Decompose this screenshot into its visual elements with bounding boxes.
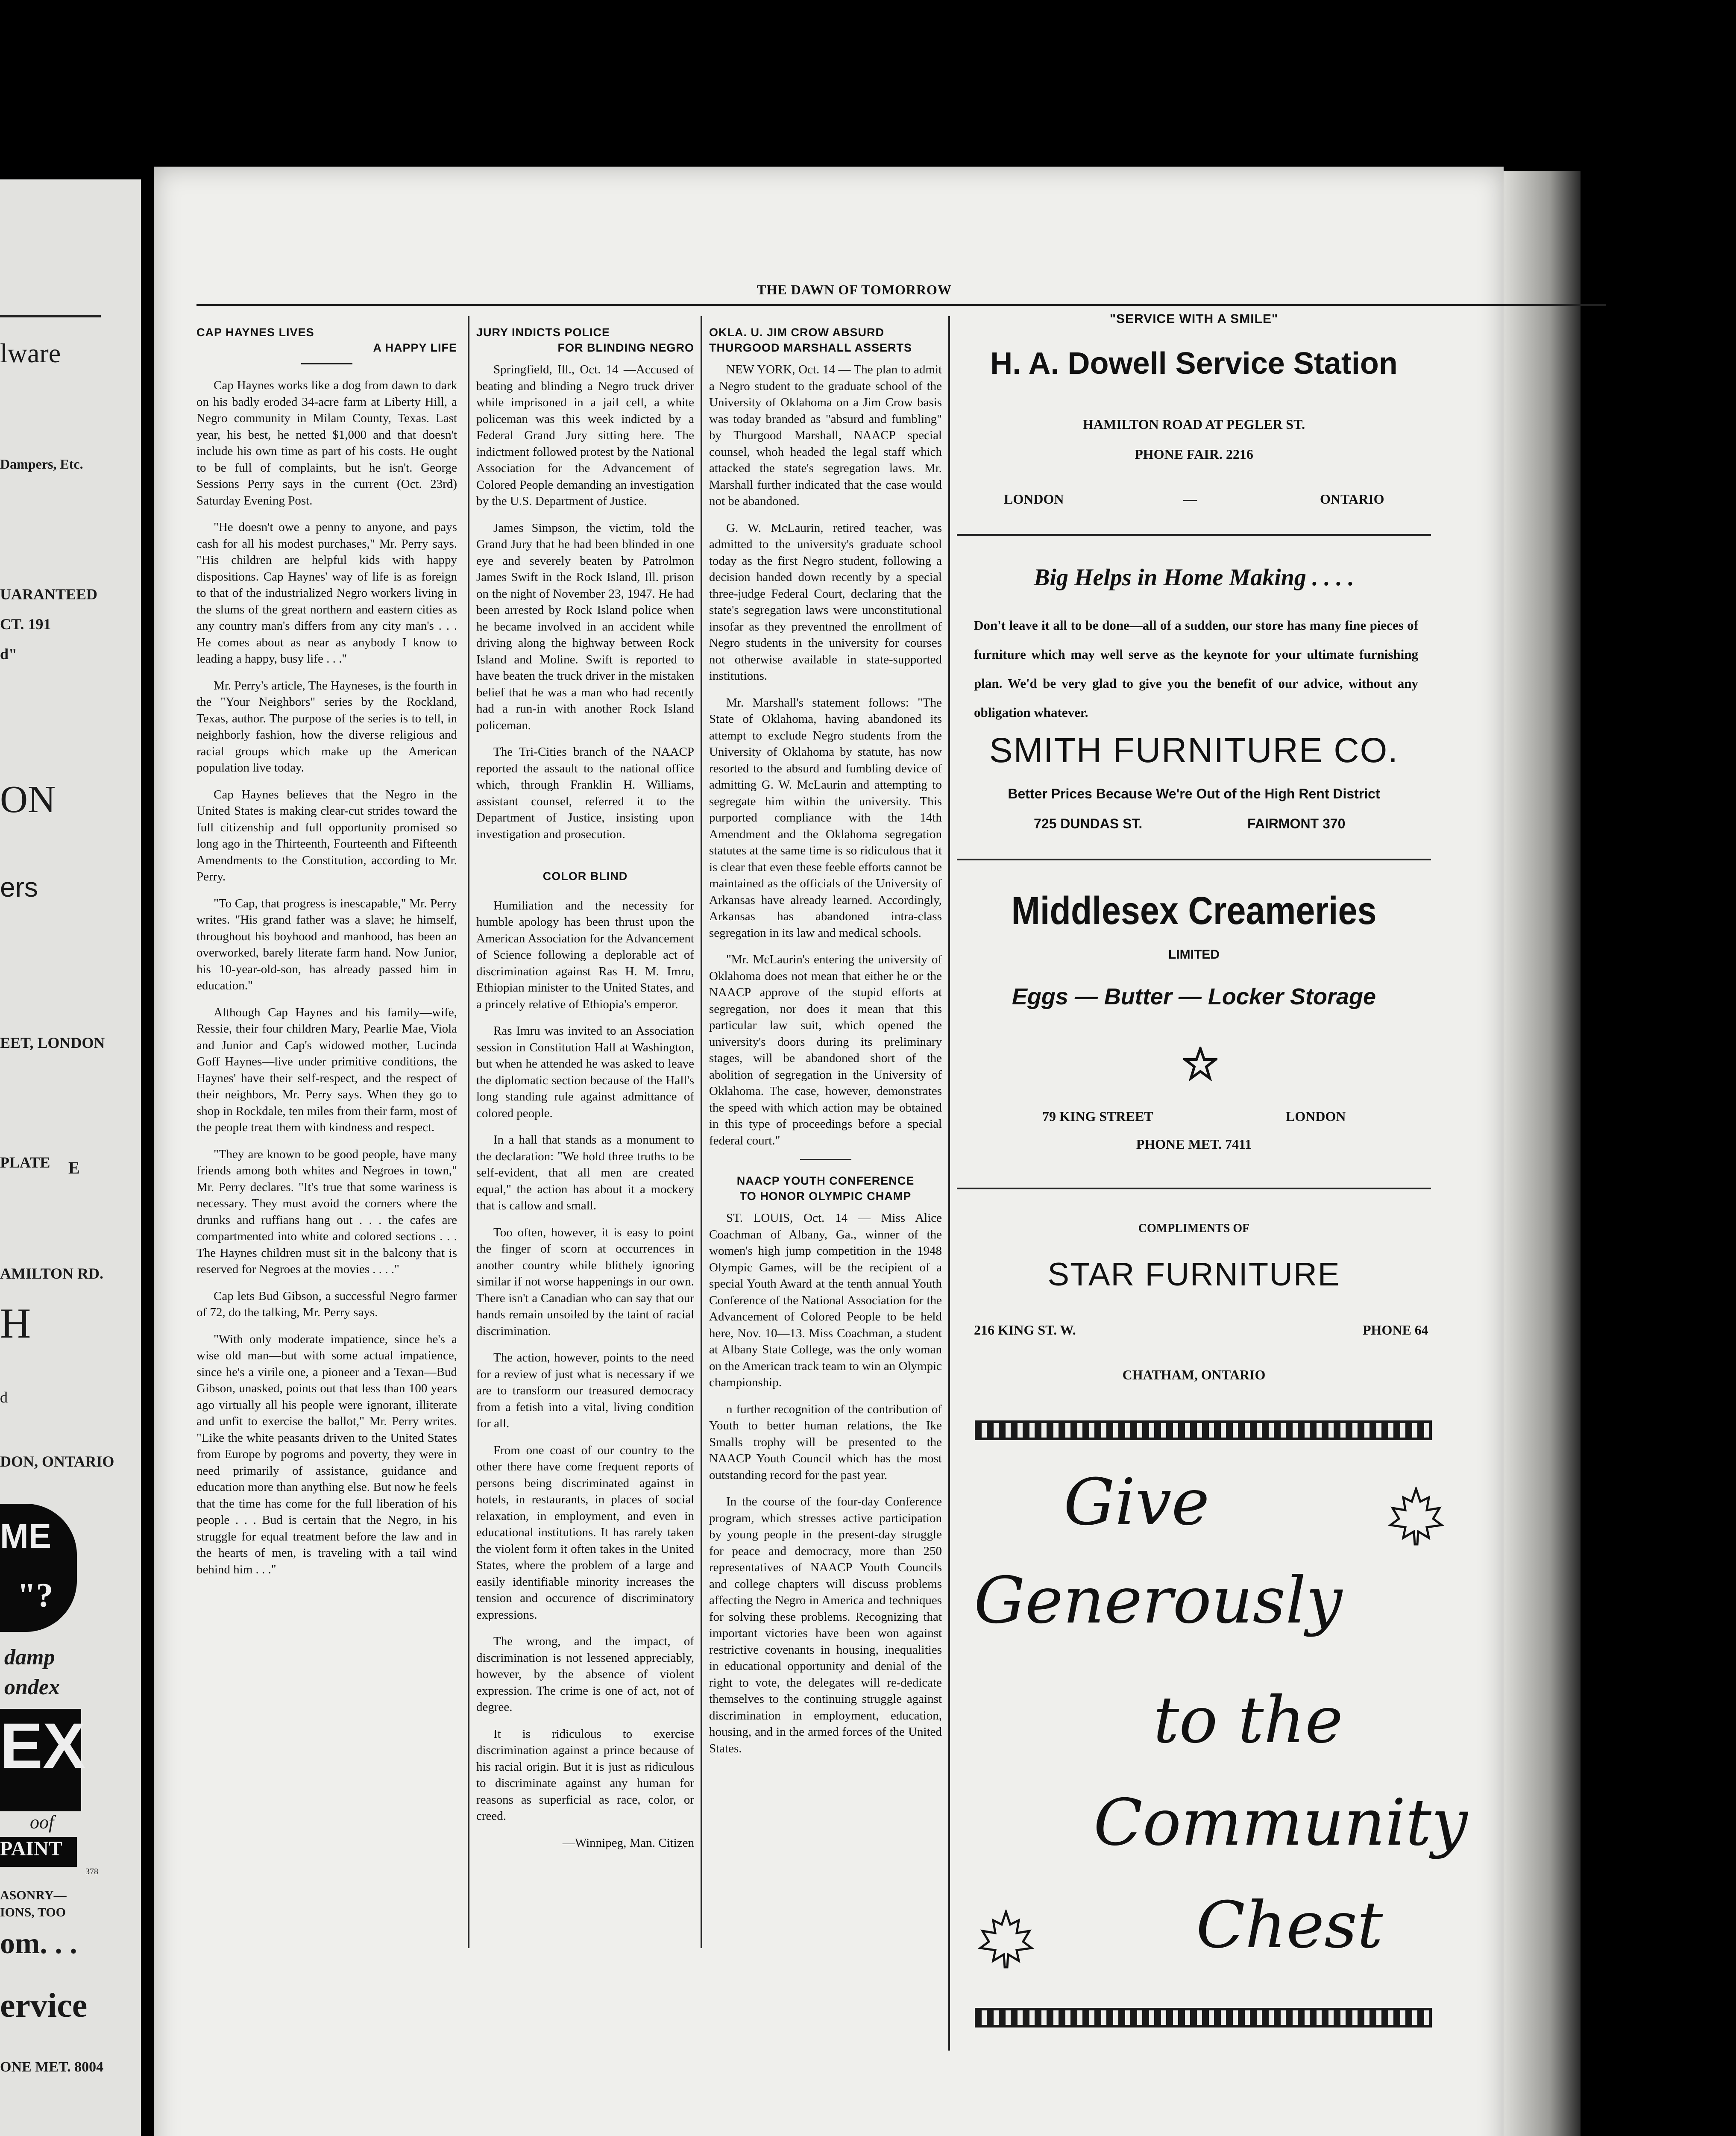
ad-chest-text: Community xyxy=(1094,1786,1468,1860)
text-fragment: "? xyxy=(17,1577,53,1614)
divider xyxy=(957,1188,1431,1189)
article-cap-haynes xyxy=(196,325,457,1588)
text-fragment: UARANTEED xyxy=(0,586,98,603)
masthead: THE DAWN OF TOMORROW xyxy=(757,282,952,297)
paragraph: Too often, however, it is easy to point the finger of scorn at occurrences in another country while blithely ignoring similar if not worse happenings in our own. There isn't a Canadian who can say that our hands remain unsoiled by the taint of racial discrimination. xyxy=(476,1225,694,1338)
paragraph: Ras Imru was invited to an Association session in Constitution Hall at Washington, but when he attended he was asked to leave the diplomatic section because of the Hall's long standing rule against admittance of colored people. xyxy=(476,1024,694,1120)
paragraph: NEW YORK, Oct. 14 — The plan to admit a Negro student to the graduate school of the University of Oklahoma on a Jim Crow basis was today branded as "absurd and fumbling" by Thurgood Marshall, NAACP special counsel, whoh headed the legal staff which attacked the state's segregation laws. Mr. Marshall further indicated that the case would not be abandoned. xyxy=(709,363,942,508)
headline-line: CAP HAYNES LIVES xyxy=(196,326,314,339)
paragraph: Mr. Perry's article, The Hayneses, is the fourth in the "Your Neighbors" series by the Rockland, Texas, author. The purpose of the series is to tell, in neighborly fashion, how the diverse religious and racial groups which make up the American population live today. xyxy=(196,678,457,775)
ad-body: Don't leave it all to be done—all of a sudden, our store has many fine pieces of furniture which may well serve as the keynote for your ultimate furnishing plan. We'd be very glad to give you the benefit of our advice, without any obligation whatever. xyxy=(974,618,1418,720)
divider xyxy=(800,1159,851,1160)
article-credit: —Winnipeg, Man. Citizen xyxy=(562,1836,694,1850)
paragraph: n further recognition of the contribution of Youth to better human relations, the Ike Smalls trophy will be presented to the NAACP Youth Council which has the most outstanding record for the past year. xyxy=(709,1402,942,1482)
paragraph: ST. LOUIS, Oct. 14 — Miss Alice Coachman of Albany, Ga., winner of the women's high jump competition in the 1948 Olympic Games, will be the recipient of a special Youth Award at the tenth annual Youth Conference of the National Association for the Advancement of Colored People to be held here, Nov. 10—13. Miss Coachman, a student at Albany State College, was the only woman on the American track team to win an Olympic championship. xyxy=(709,1211,942,1389)
paragraph: "With only moderate impatience, since he's a wise old man—but with some actual impatience, since he's a virile one, a pioneer and a Texan—Bud Gibson, unasked, points out that less than 100 years ago virtually all his people were ignorant, illiterate and unfit to exercise the ballot," Mr. Perry writes. "Like the white peasants driven to the United States from Europe by pogroms and poverty, they were in need primarily of assistance, guidance and education more than anything else. But now he feels that the time has come for the full liberation of his people . . . Bud is certain that the Negro, in his struggle for equal treatment before the law and in the hearts of men, is traveling with a tail wind behind him . . ." xyxy=(196,1332,457,1576)
text-fragment: PAINT xyxy=(0,1837,62,1860)
article-headline xyxy=(709,325,942,355)
ad-chest-text: Give xyxy=(1064,1465,1210,1540)
ad-business-name: H. A. Dowell Service Station xyxy=(990,346,1398,381)
text-fragment: oof xyxy=(30,1812,54,1833)
column-divider xyxy=(468,316,469,1948)
text-fragment: H xyxy=(0,1300,31,1347)
article-headline xyxy=(196,325,457,355)
ad-chest-text: Chest xyxy=(1196,1888,1383,1963)
article-headline xyxy=(709,1173,942,1204)
paragraph: "To Cap, that progress is inescapable," Mr. Perry writes. "His grand father was a slave; he himself, throughout his boyhood and manhood, has been an overworked, barely literate farm hand. Now Junior, his 10-year-old-son, has already passed him in education." xyxy=(196,896,457,992)
text-fragment: om. . . xyxy=(0,1927,77,1960)
paragraph: Cap lets Bud Gibson, a successful Negro farmer of 72, do the talking, Mr. Perry says. xyxy=(196,1289,457,1319)
star-icon xyxy=(1183,1047,1217,1081)
ad-tagline: Big Helps in Home Making . . . . xyxy=(1034,564,1354,591)
text-fragment: ers xyxy=(0,872,38,903)
text-fragment: CT. 191 xyxy=(0,616,51,633)
ad-compliments: COMPLIMENTS OF xyxy=(1138,1222,1250,1235)
ad-badge xyxy=(0,1837,77,1867)
ad-chest-text: Generously xyxy=(974,1564,1343,1638)
text-fragment: ondex xyxy=(4,1675,60,1699)
divider xyxy=(301,363,352,364)
ad-phone: FAIRMONT 370 xyxy=(1247,816,1346,831)
ad-business-name: STAR FURNITURE xyxy=(1047,1256,1340,1293)
paragraph: James Simpson, the victim, told the Grand Jury that he had been blinded in one eye and severely beaten by Patrolmon James Swift in the Rock Island, Ill. prison on the night of November 23, 1947. He had been arrested by Rock Island police when he became involved in an accident while driving along the highway between Rock Island and Moline. Swift is reported to have beaten the truck driver in the mistaken belief that he was a man who had recently had a run-in with another Rock Island policeman. xyxy=(476,521,694,732)
headline-line: NAACP YOUTH CONFERENCE xyxy=(736,1174,915,1187)
ad-subtitle: LIMITED xyxy=(1168,948,1220,962)
ad-address: 79 KING STREET xyxy=(1042,1109,1153,1124)
article-headline xyxy=(476,325,694,355)
masthead-rule xyxy=(196,304,1606,306)
text-fragment: E xyxy=(68,1158,80,1177)
ad-address: 216 KING ST. W. xyxy=(974,1322,1076,1338)
paragraph: Mr. Marshall's statement follows: "The State of Oklahoma, having abandoned its attempt to exclude Negro students from the University of Oklahoma by statute, has now resorted to the absurd and fumbling device of admitting G. W. McLaurin and attempting to segregate him within the university. This purported compliance with the 14th Amendment and the Oklahoma segregation statutes at the same time is so ridiculous that it is clear that even these feeble efforts cannot be maintained as the officials of the University of Arkansas have already learned. Accordingly, Arkansas has abandoned intra-class segregation in its law and medical schools. xyxy=(709,695,942,940)
text-fragment: Dampers, Etc. xyxy=(0,456,83,472)
paragraph: Springfield, Ill., Oct. 14 —Accused of beating and blinding a Negro truck driver while imprisoned in a jail cell, a white policeman was this week indicted by a Federal Grand Jury sitting here. The indictment followed protest by the National Association for the Advancement of Colored People demanding an investigation by the U.S. Department of Justice. xyxy=(476,363,694,508)
ad-dash: — xyxy=(1183,491,1197,507)
text-fragment: EET, LONDON xyxy=(0,1034,105,1051)
column-divider xyxy=(701,316,702,1948)
paragraph: Cap Haynes believes that the Negro in the United States is making clear-cut strides toward the full citizenship and full opportunity promised so long ago in the Thirteenth, Fourteenth and Fifteenth Amendments to the Constitution, according to Mr. Perry. xyxy=(196,787,457,883)
page-edge xyxy=(1504,171,1581,2136)
paragraph: G. W. McLaurin, retired teacher, was admitted to the university's graduate school today as the first Negro student, following a decision handed down recently by a special three-judge Federal Court, declaring that the state's segregation laws were unconstitutional insofar as they preventned the enrollment of Negro students in the university for courses not otherwise available in state-supported institutions. xyxy=(709,521,942,683)
headline-line: A HAPPY LIFE xyxy=(373,341,457,354)
previous-page-strip xyxy=(0,179,141,2136)
ad-phone: PHONE MET. 7411 xyxy=(1136,1136,1252,1152)
ad-city: CHATHAM, ONTARIO xyxy=(1122,1367,1266,1382)
article-headline: COLOR BLIND xyxy=(542,870,628,883)
divider xyxy=(957,859,1431,860)
text-fragment: PLATE xyxy=(0,1154,50,1171)
text-fragment: IONS, TOO xyxy=(0,1905,66,1919)
ad-slogan: "SERVICE WITH A SMILE" xyxy=(1109,312,1279,326)
text-fragment: ON xyxy=(0,778,56,821)
ad-address: 725 DUNDAS ST. xyxy=(1034,816,1143,831)
paragraph: "He doesn't owe a penny to anyone, and pays cash for all his modest purchases," Mr. Perry says. "His children are helpful kids with happy dispositions. Cap Haynes' way of life is as foreign to that of the industrialized Negro workers living in the slums of the great northern and eastern cities as any country man's differs from any city man's . . . He comes about as near as anybody I know to leading a happy, busy life . . ." xyxy=(196,520,457,666)
ad-province: ONTARIO xyxy=(1320,491,1384,507)
divider xyxy=(0,315,101,317)
ad-phone: PHONE FAIR. 2216 xyxy=(1135,446,1253,462)
text-fragment: d xyxy=(0,1389,8,1406)
paragraph: In a hall that stands as a monument to the declaration: "We hold three truths to be self-evident, that all men are created equal," the action has about it a mockery that is callow and small. xyxy=(476,1133,694,1212)
text-fragment: ASONRY— xyxy=(0,1888,67,1902)
maple-leaf-icon xyxy=(978,1910,1034,1969)
headline-line: FOR BLINDING NEGRO xyxy=(557,341,694,354)
ad-chest-text: to the xyxy=(1153,1683,1343,1758)
headline-line: OKLA. U. JIM CROW ABSURD xyxy=(709,326,884,339)
text-fragment: lware xyxy=(0,338,61,368)
article-jury-indicts xyxy=(476,325,694,1851)
paragraph: "They are known to be good people, have many friends among both whites and Negroes in town," Mr. Perry declares. "It's true that some wariness is necessary. They must avoid the corners where the drunks and ruffians hang out . . . the cafes are compartmented into white and colored sections . . . The Haynes children must sit in the balcony that is reserved for Negroes at the movies . . . ." xyxy=(196,1147,457,1276)
paragraph: Cap Haynes works like a dog from dawn to dark on his badly eroded 34-acre farm at Liberty Hill, a Negro community in Milam County, Texas. Last year, his best, he netted $1,000 and that doesn't include his own time as part of his costs. He ought to be full of complaints, but he isn't. George Sessions Perry says in the current (Oct. 23rd) Saturday Evening Post. xyxy=(196,378,457,508)
text-fragment: damp xyxy=(4,1645,55,1669)
paragraph: Humiliation and the necessity for humble apology has been thrust upon the American Association for the Advancement of Science following a deplorable act of discrimination against Ras H. M. Imru, Ethiopian minister to the United States, and a princely relative of Ethiopia's emperor. xyxy=(476,898,694,1011)
headline-line: THURGOOD MARSHALL ASSERTS xyxy=(709,341,912,354)
paragraph: It is ridiculous to exercise discrimination against a prince because of his racial origin. But it is just as ridiculous to discriminate against any human for reasons as superficial as race, color, or creed. xyxy=(476,1727,694,1823)
maple-leaf-icon xyxy=(1388,1487,1444,1546)
ad-badge xyxy=(0,1709,86,1811)
paragraph: "Mr. McLaurin's entering the university of Oklahoma does not mean that either he or the NAACP approve of the stupid efforts at segregation, nor does it mean that this particular law suit, which opened the university's doors during its preliminary stages, will be abandoned short of the abolition of segregation in the University of Oklahoma. The case, however, demonstrates the speed with which action may be obtained in this type of proceedings before a special federal court." xyxy=(709,953,942,1147)
column-divider xyxy=(948,316,950,2051)
text-fragment: d" xyxy=(0,645,18,663)
ornament-border xyxy=(975,1420,1432,1440)
ad-business-name: SMITH FURNITURE CO. xyxy=(989,731,1399,770)
ad-products: Eggs — Butter — Locker Storage xyxy=(1012,984,1376,1009)
divider xyxy=(957,534,1431,536)
text-fragment: ervice xyxy=(0,1987,88,2025)
article-okla-jim-crow xyxy=(709,325,942,1767)
paragraph: In the course of the four-day Conference program, which stresses active participation by young people in the present-day struggle for peace and democracy, more than 250 representatives of NAACP Youth Councils and college chapters will discuss problems affecting the Negro in America and techniques for solving these problems. Recognizing that important victories have been won against restrictive covenants in housing, inequalities in educational opportunity and denial of the right to vote, the delegates will re-dedicate themselves to the continuing struggle against discrimination in employment, education, housing, and in the armed forces of the United States. xyxy=(709,1495,942,1755)
paragraph: The action, however, points to the need for a review of just what is necessary if we are to transform our treasured democracy from a fetish into a vital, living condition for all. xyxy=(476,1351,694,1430)
paragraph: The wrong, and the impact, of discrimination is not lessened appreciably, however, by the absence of violent expression. The crime is one of act, not of degree. xyxy=(476,1634,694,1714)
ad-business-name: Middlesex Creameries xyxy=(1011,889,1377,933)
paragraph: From one coast of our country to the other there have come frequent reports of persons being discriminated against in hotels, in restaurants, in places of social relaxation, in employment, and even in educational institutions. It has rarely taken the violent form it often takes in the United States, where the problem of a large and easily identifiable minority increases the tension and occurence of discriminatory expressions. xyxy=(476,1443,694,1622)
ornament-border xyxy=(975,2008,1432,2027)
text-fragment: 378 xyxy=(85,1867,98,1876)
text-fragment: EX xyxy=(0,1710,86,1781)
ad-phone: PHONE 64 xyxy=(1363,1322,1428,1338)
headline-line: TO HONOR OLYMPIC CHAMP xyxy=(739,1190,912,1203)
paragraph: Although Cap Haynes and his family—wife, Ressie, their four children Mary, Pearlie Mae, Viola and Junior and Cap's widowed mother, Lucinda Goff Haynes—live under primitive conditions, the Haynes' have their self-respect, and the respect of their neighbors, Mr. Perry says. When they go to shop in Rockdale, ten miles from their farm, most of the people treat them with kindness and respect. xyxy=(196,1005,457,1134)
ad-address: HAMILTON ROAD AT PEGLER ST. xyxy=(1082,417,1305,432)
paragraph: The Tri-Cities branch of the NAACP reported the assault to the national office which, through Franklin H. Williams, assistant counsel, referred it to the Department of Justice, insisting upon investigation and prosecution. xyxy=(476,745,694,841)
text-fragment: ME xyxy=(0,1517,51,1555)
ad-city: LONDON xyxy=(1286,1109,1346,1124)
text-fragment: DON, ONTARIO xyxy=(0,1453,114,1470)
headline-line: JURY INDICTS POLICE xyxy=(476,326,610,339)
ad-subtitle: Better Prices Because We're Out of the High Rent District xyxy=(1008,786,1380,801)
ad-badge xyxy=(0,1504,77,1632)
text-fragment: ONE MET. 8004 xyxy=(0,2059,104,2075)
ad-city: LONDON xyxy=(1004,491,1064,507)
text-fragment: AMILTON RD. xyxy=(0,1265,104,1282)
